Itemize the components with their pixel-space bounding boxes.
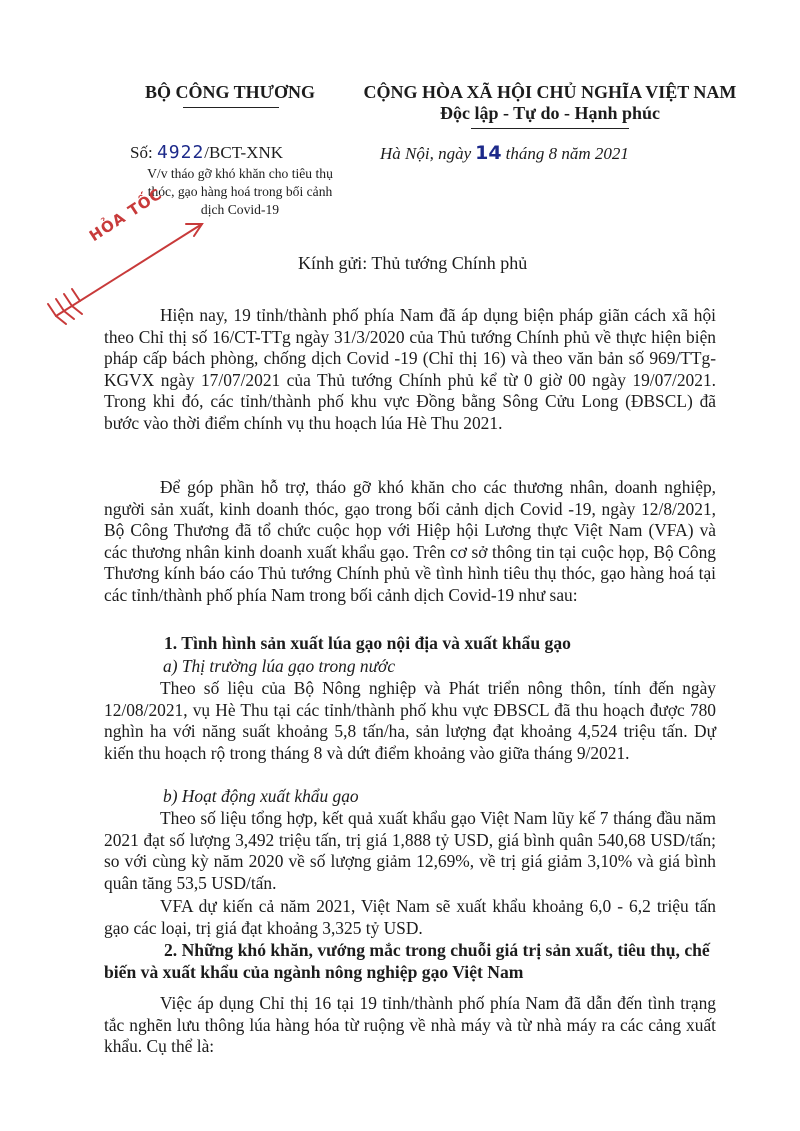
section-heading-1: 1. Tình hình sản xuất lúa gạo nội địa và xuất khẩu gạo	[164, 633, 571, 653]
paragraph-text: Hiện nay, 19 tỉnh/thành phố phía Nam đã áp dụng biện pháp giãn cách xã hội theo Chỉ thị số 16/CT-TTg ngày 31/3/2020 của Thủ tướng Chính phủ về thực hiện biện pháp cấp bách phòng, chống dịch Covid -19 (Chỉ thị 16) và theo văn bản số 969/TTg-KGVX ngày 17/07/2021 của Thủ tướng Chính phủ kể từ 0 giờ 00 ngày 19/07/2021. Trong khi đó, các tỉnh/thành phố khu vực Đồng bằng Sông Cửu Long (ĐBSCL) đã bước vào thời điểm chính vụ thu hoạch lúa Hè Thu 2021.	[104, 305, 716, 433]
paragraph-text: Việc áp dụng Chỉ thị 16 tại 19 tỉnh/thành phố phía Nam đã dẫn đến tình trạng tắc nghẽn lưu thông lúa hàng hóa từ ruộng về nhà máy và từ nhà máy ra các cảng xuất khẩu. Cụ thể là:	[104, 993, 716, 1056]
subsection-heading-a: a) Thị trường lúa gạo trong nước	[163, 656, 396, 676]
document-number-suffix: /BCT-XNK	[204, 143, 284, 162]
body-paragraph-5	[104, 896, 716, 939]
document-number	[130, 142, 283, 163]
document-subject: V/v tháo gỡ khó khăn cho tiêu thụ thóc, gạo hàng hoá trong bối cảnh dịch Covid-19	[147, 166, 333, 217]
body-paragraph-3	[104, 678, 716, 764]
document-number-prefix: Số:	[130, 143, 153, 162]
organization-underline	[183, 107, 279, 108]
place-date-prefix: Hà Nội, ngày	[380, 144, 472, 163]
paragraph-text: Theo số liệu của Bộ Nông nghiệp và Phát triển nông thôn, tính đến ngày 12/08/2021, vụ Hè Thu tại các tỉnh/thành phố khu vực ĐBSCL đã thu hoạch được 780 nghìn ha với năng suất khoảng 5,8 tấn/ha, sản lượng đạt khoảng 4,524 triệu tấn. Dự kiến thu hoạch rộ trong tháng 8 và dứt điểm khoảng vào giữa tháng 9/2021.	[104, 678, 716, 763]
issuing-organization: BỘ CÔNG THƯƠNG	[144, 82, 315, 102]
body-paragraph-2	[104, 477, 716, 606]
place-date-suffix: tháng 8 năm 2021	[505, 144, 629, 163]
place-and-date	[380, 142, 780, 164]
paragraph-text: Theo số liệu tổng hợp, kết quả xuất khẩu gạo Việt Nam lũy kế 7 tháng đầu năm 2021 đạt số lượng 3,492 triệu tấn, trị giá 1,888 tỷ USD, giá bình quân 540,68 USD/tấn; so với cùng kỳ năm 2020 về số lượng giảm 12,69%, về trị giá giảm 3,10% và giá bình quân tăng 53,5 USD/tấn.	[104, 808, 716, 893]
date-day-handwritten: 14	[475, 142, 502, 164]
motto-underline	[471, 128, 629, 129]
body-paragraph-6	[104, 993, 716, 1058]
section-heading-2: 2. Những khó khăn, vướng mắc trong chuỗi giá trị sản xuất, tiêu thụ, chế biến và xuất khẩu của ngành nông nghiệp gạo Việt Nam	[104, 940, 710, 982]
body-paragraph-1	[104, 305, 716, 434]
national-title: CỘNG HÒA XÃ HỘI CHỦ NGHĨA VIỆT NAM	[363, 82, 737, 102]
document-number-handwritten: 4922	[156, 142, 205, 163]
urgent-stamp-text: HỎA TỐC	[86, 184, 166, 246]
salutation: Kính gửi: Thủ tướng Chính phủ	[298, 253, 528, 273]
body-paragraph-4	[104, 808, 716, 894]
paragraph-text: Để góp phần hỗ trợ, tháo gỡ khó khăn cho các thương nhân, doanh nghiệp, người sản xuất, kinh doanh thóc, gạo trong bối cảnh dịch Covid -19, ngày 12/8/2021, Bộ Công Thương đã tổ chức cuộc họp với Hiệp hội Lương thực Việt Nam (VFA) và các thương nhân kinh doanh xuất khẩu gạo. Trên cơ sở thông tin tại cuộc họp, Bộ Công Thương kính báo cáo Thủ tướng Chính phủ về tình hình tiêu thụ thóc, gạo hàng hoá tại các tỉnh/thành phố phía Nam trong bối cảnh dịch Covid-19 như sau:	[104, 477, 716, 605]
subsection-heading-b: b) Hoạt động xuất khẩu gạo	[163, 786, 359, 806]
national-motto: Độc lập - Tự do - Hạnh phúc	[439, 103, 661, 123]
paragraph-text: VFA dự kiến cả năm 2021, Việt Nam sẽ xuất khẩu khoảng 6,0 - 6,2 triệu tấn gạo các loại, trị giá đạt khoảng 3,325 tỷ USD.	[104, 896, 716, 938]
